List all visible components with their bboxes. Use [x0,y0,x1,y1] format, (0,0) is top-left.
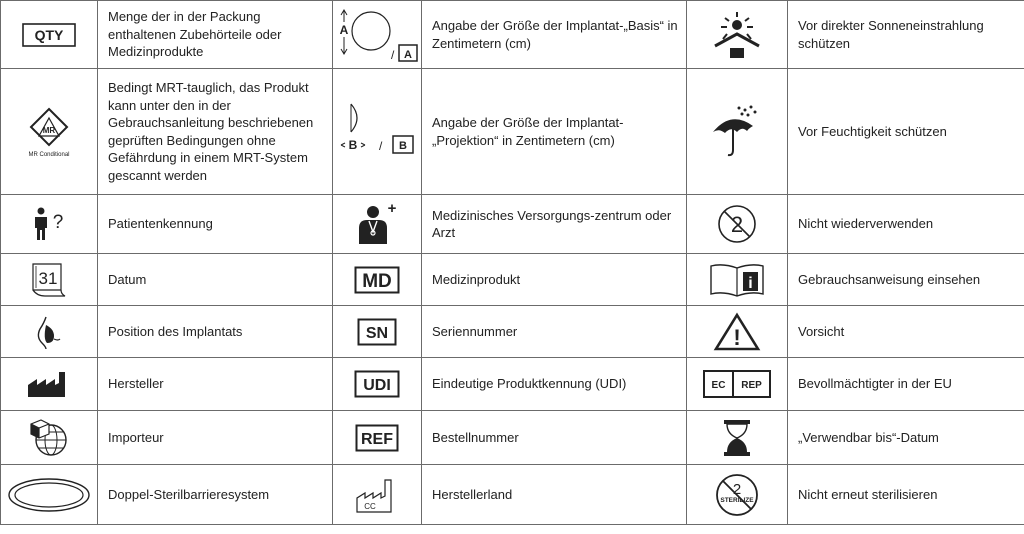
description-cell: Seriennummer [422,306,687,358]
symbol-cell [1,254,98,306]
health-care-centre-icon [355,202,399,246]
description-cell: Bestellnummer [422,411,687,465]
description-cell: Position des Implantats [98,306,333,358]
description-cell: Angabe der Größe der Implantat-„Basis“ in Zentimetern (cm) [422,1,687,69]
rep-label: REP [741,380,762,391]
keep-away-from-sunlight-icon [709,10,765,60]
symbol-cell [687,465,788,525]
ref-catalogue-number-icon [355,424,399,452]
info-letter: i [748,274,753,292]
description-cell: Vorsicht [788,306,1024,358]
sn-label: SN [365,324,389,342]
table-row [1,411,1024,465]
symbol-cell [1,1,98,69]
patient-identifier-icon [29,206,69,242]
symbol-cell [687,306,788,358]
importer-globe-icon [29,418,69,458]
table-row [1,465,1024,525]
description-cell: Angabe der Größe der Implantat-„Projektion“ in Zentimetern (cm) [422,69,687,195]
do-not-resterilize-icon [713,472,761,518]
do-not-reuse-icon [715,202,759,246]
question-mark: ? [52,212,64,233]
country-code-label: CC [364,501,376,511]
reuse-two-numeral: 2 [730,212,744,237]
symbol-cell [333,465,422,525]
symbol-cell [333,195,422,254]
table-row [1,69,1024,195]
symbol-cell [1,306,98,358]
description-cell: Gebrauchsanweisung einsehen [788,254,1024,306]
symbol-cell [687,358,788,411]
implant-position-icon [34,315,64,349]
description-cell: Hersteller [98,358,333,411]
description-cell: Medizinprodukt [422,254,687,306]
sterilize-word: STERILIZE [720,496,754,504]
qty-box-icon [22,23,76,47]
double-sterile-barrier-icon [6,476,92,514]
dimension-a-label: A [339,22,349,37]
symbol-cell [333,69,422,195]
symbol-cell [1,69,98,195]
md-label: MD [362,270,392,292]
md-medical-device-icon [354,266,400,294]
description-cell: Vor direkter Sonneneinstrahlung schützen [788,1,1024,69]
symbol-cell [1,465,98,525]
description-cell: Vor Feuchtigkeit schützen [788,69,1024,195]
calendar-day-number: 31 [38,268,58,288]
symbol-cell [687,69,788,195]
symbol-cell [333,254,422,306]
mr-conditional-icon [14,102,84,162]
country-of-manufacture-icon [355,476,399,514]
description-cell: Patientenkennung [98,195,333,254]
dimension-b-label: B [348,137,358,152]
description-cell: Menge der in der Packung enthaltenen Zubehörteile oder Medizinprodukte [98,1,333,69]
plus-sign: + [387,202,397,217]
description-cell: Bedingt MRT-tauglich, das Produkt kann unter den in der Gebrauchsanleitung beschriebenen geprüften Bedingungen ohne Gefährdung in einem MRT-System gescannt werden [98,69,333,195]
qty-label: QTY [34,26,64,43]
keep-dry-umbrella-icon [709,104,765,160]
ref-label: REF [361,430,393,448]
svg-text:/: / [391,47,395,62]
implant-projection-size-icon [337,100,417,164]
description-cell: Nicht wiederverwenden [788,195,1024,254]
sn-serial-number-icon [357,318,397,346]
caution-triangle-icon [713,312,761,352]
implant-base-size-icon [335,7,419,63]
symbol-cell [687,254,788,306]
ec-rep-icon [703,370,771,398]
resterilize-two-numeral: 2 [732,480,742,498]
table-row [1,254,1024,306]
dimension-a-box-label: A [404,48,412,61]
symbol-cell [1,195,98,254]
svg-text:/: / [379,138,383,153]
symbol-cell [687,411,788,465]
symbol-cell [687,195,788,254]
udi-icon [354,370,400,398]
consult-instructions-icon [709,262,765,298]
description-cell: Importeur [98,411,333,465]
table-row [1,1,1024,69]
mr-conditional-caption: MR Conditional [28,151,70,158]
symbol-cell [333,306,422,358]
udi-label: UDI [363,377,391,394]
date-calendar-icon [29,262,69,298]
symbol-cell [1,411,98,465]
use-by-hourglass-icon [722,418,752,458]
symbol-cell [333,1,422,69]
ec-label: EC [711,380,726,391]
description-cell: Nicht erneut sterilisieren [788,465,1024,525]
description-cell: Datum [98,254,333,306]
description-cell: Medizinisches Versorgungs-zentrum oder Arzt [422,195,687,254]
description-cell: Bevollmächtigter in der EU [788,358,1024,411]
table-row [1,195,1024,254]
description-cell: „Verwendbar bis“-Datum [788,411,1024,465]
symbol-cell [687,1,788,69]
exclamation-mark: ! [733,324,741,350]
table-row [1,306,1024,358]
symbol-cell [333,358,422,411]
description-cell: Herstellerland [422,465,687,525]
dimension-b-box-label: B [399,139,407,152]
table-row [1,358,1024,411]
symbol-cell [333,411,422,465]
mr-letters: MR [42,125,56,135]
manufacturer-factory-icon [27,370,71,398]
description-cell: Doppel-Sterilbarrieresystem [98,465,333,525]
symbol-cell [1,358,98,411]
description-cell: Eindeutige Produktkennung (UDI) [422,358,687,411]
